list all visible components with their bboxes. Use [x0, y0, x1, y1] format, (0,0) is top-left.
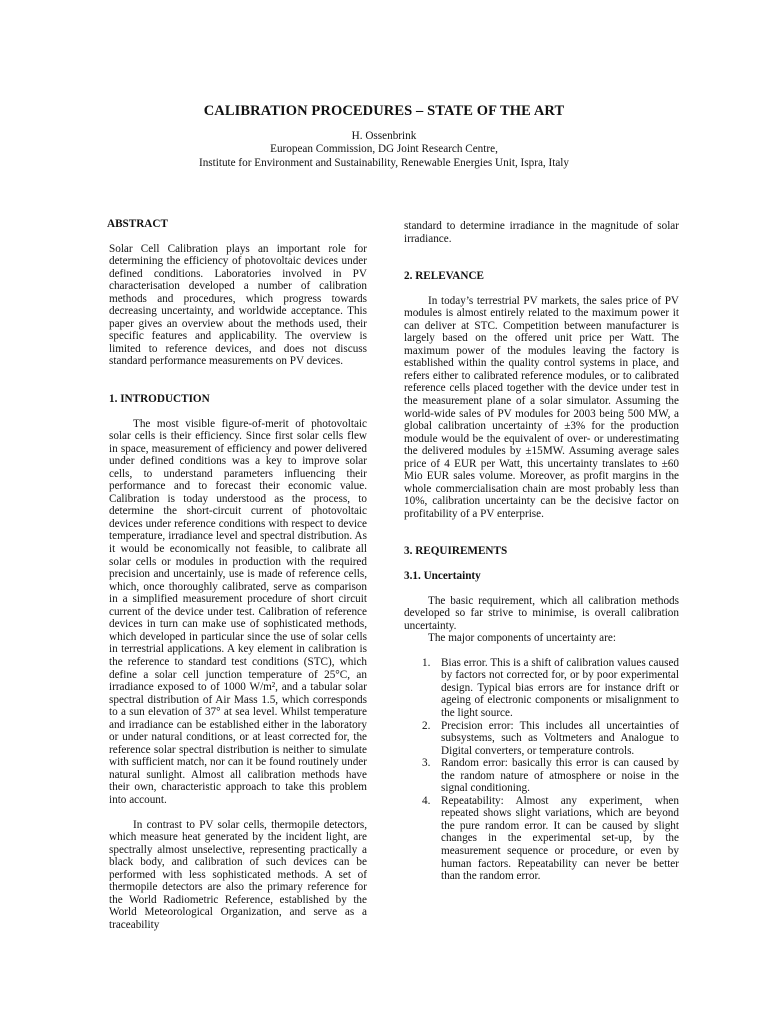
introduction-paragraph-2: In contrast to PV solar cells, thermopile detectors, which measure heat generated by the incident light, are spectrally almost unselective, representing practically a black body, and calibration of such devices can be performed with less sophisticated methods. A set of thermopile detectors are also the primary reference for the World Radiometric Reference, established by the World Meteorological Organization, and serve as a traceability [109, 818, 367, 931]
left-column [109, 218, 367, 931]
list-item-number: 3. [422, 757, 431, 770]
abstract-text: Solar Cell Calibration plays an important role for determining the efficiency of photovoltaic devices under defined conditions. Laboratories involved in PV characterisation developed a number of calibration methods and procedures, which progress towards decreasing uncertainty, and worldwide acceptance. This paper gives an overview about the methods used, their specific features and applicability. The overview is limited to reference devices, and does not discuss standard performance measurements on PV devices. [109, 242, 367, 368]
author-block [0, 130, 768, 170]
affiliation-line-2: Institute for Environment and Sustainability, Renewable Energies Unit, Ispra, Italy [198, 156, 570, 169]
list-item-number: 2. [422, 719, 431, 732]
list-item-text: Random error: basically this error is can caused by the random nature of atmosphere or noise in the signal conditioning. [441, 757, 679, 795]
right-column [404, 220, 679, 883]
list-item [404, 757, 679, 795]
author-name: H. Ossenbrink [351, 130, 417, 142]
list-item [404, 657, 679, 720]
introduction-heading: 1. INTRODUCTION [109, 393, 210, 406]
relevance-heading: 2. RELEVANCE [404, 270, 484, 283]
requirements-paragraph-1: The basic requirement, which all calibration methods developed so far strive to minimise, is overall calibration uncertainty. [404, 594, 679, 632]
list-item-text: Bias error. This is a shift of calibration values caused by factors not corrected for, or by poor experimental design. Typical bias errors are for instance drift or ageing of electronic components or misalignment to the light source. [441, 656, 679, 719]
requirements-paragraph-2: The major components of uncertainty are: [428, 632, 616, 645]
introduction-paragraph-1: The most visible figure-of-merit of photovoltaic solar cells is their efficiency. Since first solar cells flew in space, measurement of efficiency and power delivered under defined conditions was a key to improve solar cells, to understand parameters influencing their performance and to forecast their economic value. Calibration is today understood as the process, to determine the short-circuit current of photovoltaic devices under reference conditions with respect to device temperature, irradiance level and spectral distribution. As it would be economically not feasible, to calibrate all solar cells or modules in production with the required precision and uncertainly, use is made of reference cells, which, once thoroughly calibrated, serve as comparison in a simplified measurement procedure of short circuit current of the device under test. Calibration of reference devices in turn can make use of sophisticated methods, which developed in particular since the use of solar cells in terrestrial applications. A key element in calibration is the reference to standard test conditions (STC), which define a solar cell junction temperature of 25°C, an irradiance exposed to of 1000 W/m², and a tabular solar spectral distribution of Air Mass 1.5, which corresponds to a sun elevation of 37° at sea level. Whilst temperature and irradiance can be established either in the laboratory or under natural conditions, or at least corrected for, the reference solar spectral distribution is neither to simulate with sufficient match, nor can it be found routinely under natural sunlight. Almost all calibration methods have their own, characteristic approach to take this problem into account. [109, 417, 367, 806]
paper-title: CALIBRATION PROCEDURES – STATE OF THE ART [203, 103, 565, 119]
requirements-heading: 3. REQUIREMENTS [404, 545, 508, 558]
affiliation-line-1: European Commission, DG Joint Research Centre, [270, 143, 498, 156]
abstract-heading: ABSTRACT [107, 218, 168, 230]
list-item-text: Repeatability: Almost any experiment, when repeated shows slight variations, which are beyond the pure random error. It can be caused by slight changes in the experimental set-up, by the measurement sequence or procedure, or even by human factors. Repeatability can never be better than the random error. [441, 794, 679, 883]
introduction-paragraph-2-continued: standard to determine irradiance in the magnitude of solar irradiance. [404, 220, 679, 245]
list-item-number: 1. [422, 656, 431, 669]
list-item [404, 795, 679, 883]
relevance-paragraph: In today’s terrestrial PV markets, the sales price of PV modules is almost entirely related to the maximum power it can deliver at STC. Competition between manufacturer is largely based on the offered unit price per Watt. The maximum power of the modules leaving the factory is established within the quality control systems in place, and refers either to calibrated reference modules, or to calibrated reference cells placed together with the device under test in the measurement plane of a solar simulator. Assuming the world-wide sales of PV modules for 2003 being 500 MW, a global calibration uncertainty of ±3% for the production module would be the equivalent of over- or underestimating the delivered modules by ±15MW. Assuming average sales price of 4 EUR per Watt, this uncertainty translates to ±60 Mio EUR sales volume. Moreover, as profit margins in the whole commercialisation chain are most probably less than 10%, calibration uncertainty can be the decisive factor on profitability of a PV enterprise. [404, 294, 679, 520]
list-item-text: Precision error: This includes all uncertainties of subsystems, such as Voltmeters and Analogue to Digital converters, or temperature controls. [441, 719, 679, 757]
list-item-number: 4. [422, 794, 431, 807]
uncertainty-list [404, 657, 679, 883]
list-item [404, 720, 679, 758]
uncertainty-subheading: 3.1. Uncertainty [404, 570, 481, 583]
